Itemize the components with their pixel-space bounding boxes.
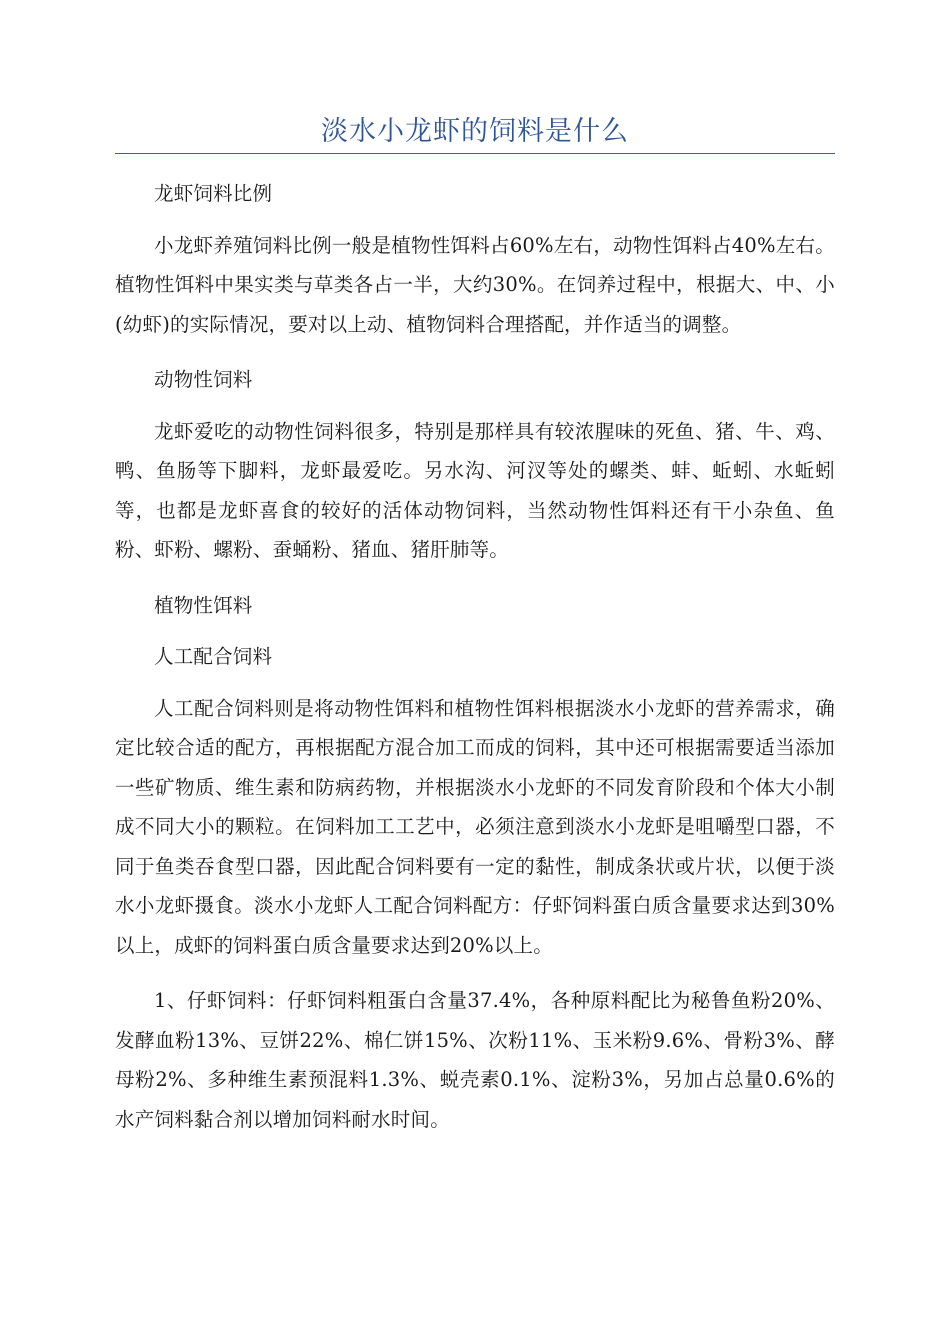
paragraph-compound-feed: 人工配合饲料则是将动物性饵料和植物性饵料根据淡水小龙虾的营养需求，确定比较合适的配方，再根据配方混合加工而成的饲料，其中还可根据需要适当添加一些矿物质、维生素和防病药物，并根据淡水小龙虾的不同发育阶段和个体大小制成不同大小的颗粒。在饲料加工工艺中，必须注意到淡水小龙虾是咀嚼型口器，不同于鱼类吞食型口器，因此配合饲料要有一定的黏性，制成条状或片状，以便于淡水小龙虾摄食。淡水小龙虾人工配合饲料配方：仔虾饲料蛋白质含量要求达到30%以上，成虾的饲料蛋白质含量要求达到20%以上。 [115,696,835,957]
section-heading-compound-feed: 人工配合饲料 [154,645,273,668]
section-heading-animal-feed: 动物性饲料 [154,368,253,391]
document-body [115,174,835,1155]
section-heading-plant-feed: 植物性饵料 [154,593,253,617]
section-heading-feed-ratio: 龙虾饲料比例 [154,182,273,205]
title-underline [115,153,835,154]
paragraph-juvenile-feed: 1、仔虾饲料：仔虾饲料粗蛋白含量37.4%，各种原料配比为秘鲁鱼粉20%、发酵血粉13%、豆饼22%、棉仁饼15%、次粉11%、玉米粉9.6%、骨粉3%、酵母粉2%、多种维生素预混料1.3%、蜕壳素0.1%、淀粉3%，另加占总量0.6%的水产饲料黏合剂以增加饲料耐水时间。 [115,989,835,1131]
document-title: 淡水小龙虾的饲料是什么 [321,116,629,147]
paragraph-feed-ratio: 小龙虾养殖饲料比例一般是植物性饵料占60%左右，动物性饵料占40%左右。植物性饵料中果实类与草类各占一半，大约30%。在饲养过程中，根据大、中、小(幼虾)的实际情况，要对以上动、植物饲料合理搭配，并作适当的调整。 [115,233,835,336]
paragraph-animal-feed: 龙虾爱吃的动物性饲料很多，特别是那样具有较浓腥味的死鱼、猪、牛、鸡、鸭、鱼肠等下脚料，龙虾最爱吃。另水沟、河汊等处的螺类、蚌、蚯蚓、水蚯蚓等，也都是龙虾喜食的较好的活体动物饲料，当然动物性饵料还有干小杂鱼、鱼粉、虾粉、螺粉、蚕蛹粉、猪血、猪肝肺等。 [115,419,835,561]
